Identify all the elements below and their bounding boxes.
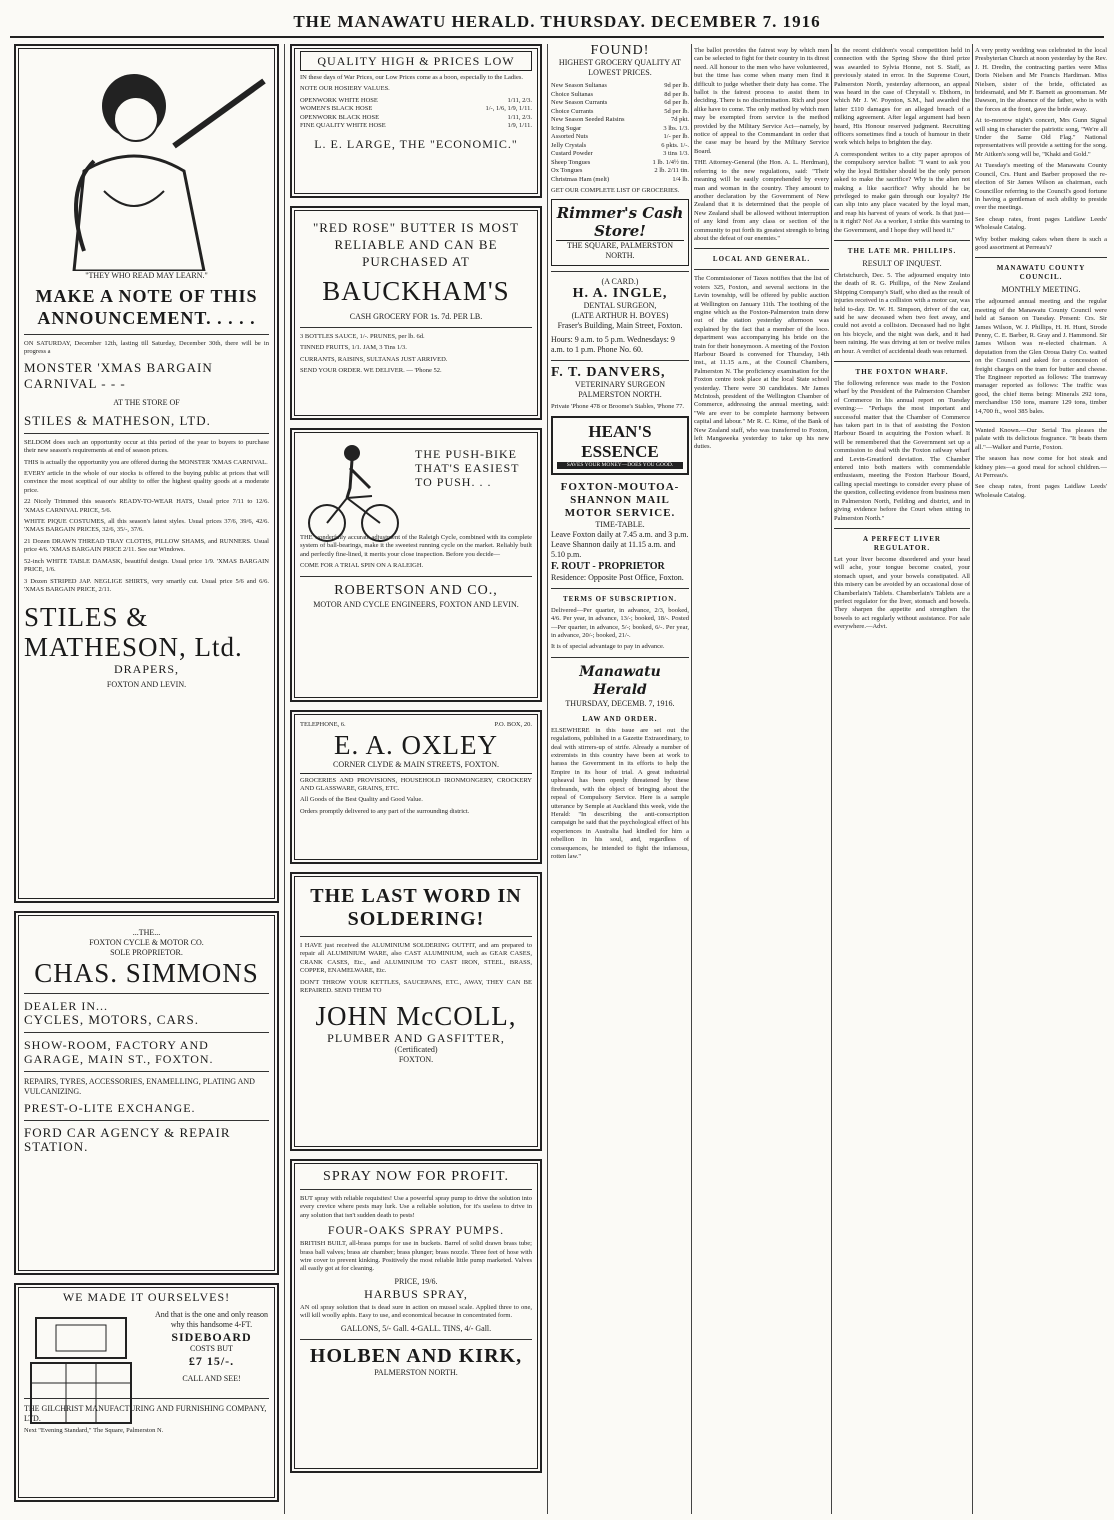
divider — [24, 1032, 269, 1033]
oxley-contact: TELEPHONE, 6. P.O. BOX, 20. — [300, 721, 532, 728]
column-6 — [975, 44, 1107, 503]
rimmers-name: Rimmer's Cash Store! — [556, 204, 684, 241]
store-name: STILES & MATHESON, LTD. — [24, 412, 211, 428]
masthead: THE MANAWATU HERALD. THURSDAY. DECEMBER 7. 1916 — [10, 8, 1104, 38]
harbus-price: GALLONS, 5/- Gall. 4-GALL. TINS, 4/- Gall. — [340, 1323, 492, 1333]
divider — [551, 271, 689, 272]
holben-ad — [290, 1159, 542, 1473]
liver-text: Let your liver become disordered and your head will ache, your tongue become coated, your stomach upset, and your bowels constipated. All this misery can be avoided by an occasional dose of Chamberlain's Tablets. Chamberlain's Tablets are a perfect regulator for the liver, stomach and bowels. They sharpen the appetite and strengthen the bowels to act regularly without assistance. For sale everywhere.—Advt. — [834, 555, 970, 631]
notice-caption: "THEY WHO READ MAY LEARN." — [85, 271, 208, 280]
bike-headline: THE PUSH-BIKE THAT'S EASIEST TO PUSH. . . — [415, 447, 520, 489]
hosiery-line: FINE QUALITY WHITE HOSE 1/9, 1/11. — [300, 122, 532, 130]
ingle-title: DENTAL SURGEON, — [583, 301, 657, 311]
mail-headline: FOXTON-MOUTOA-SHANNON MAIL MOTOR SERVICE. — [560, 480, 680, 519]
divider — [834, 528, 970, 529]
grocery-line: Ox Tongues 2 lb. 2/11 tin. — [551, 167, 689, 174]
phillips-headline: THE LATE MR. PHILLIPS. — [847, 246, 957, 255]
fouroaks-title: FOUR-OAKS SPRAY PUMPS. — [327, 1223, 505, 1238]
grocery-line: New Season Seeded Raisins 7d pkt. — [551, 116, 689, 123]
bauckham-line: 3 BOTTLES SAUCE, 1/-. PRUNES, per lb. 6d. — [300, 333, 425, 340]
sideboard-price: £7 15/-. — [188, 1354, 235, 1368]
drapers-name: STILES & MATHESON, Ltd. — [24, 602, 243, 663]
ford-agency: FORD CAR AGENCY & REPAIR STATION. — [24, 1125, 231, 1154]
column-4 — [694, 44, 829, 455]
robertson-name: ROBERTSON AND CO., — [334, 582, 498, 598]
bike-text: THE wonderfully accurate adjustment of the Raleigh Cycle, combined with its complete system of ball-bearings, make it the sweetest running cycle on the market. Reliably built and perfectly fine-lined, it merits your close inspection. Before you decide— — [300, 534, 532, 558]
column-1 — [14, 44, 279, 1510]
cycle-the: ...THE... — [132, 928, 161, 937]
hosiery-line: OPENWORK BLACK HOSE 1/11, 2/3. — [300, 113, 532, 121]
terms-headline: TERMS OF SUBSCRIPTION. — [562, 594, 678, 603]
oxley-orders: Orders promptly delivered to any part of the surrounding district. — [300, 807, 470, 815]
found-footer: GET OUR COMPLETE LIST OF GROCERIES. — [551, 187, 680, 194]
divider — [551, 360, 689, 361]
grocery-line: Sheep Tongues 1 lb. 1/4½ tin. — [551, 158, 689, 166]
sideboard-label: SIDEBOARD — [171, 1330, 252, 1344]
county-sub: MONTHLY MEETING. — [1001, 285, 1081, 295]
sale-item: 3 Dozen STRIPED JAP. NEGLIGE SHIRTS, very smartly cut. Usual price 5/6 and 6/6. 'XMAS BARGAIN PRICE, 2/11. — [24, 577, 269, 593]
found-sub: HIGHEST GROCERY QUALITY AT LOWEST PRICES. — [558, 58, 682, 77]
salmon-text: The season has now come for hot steak and kidney pies—a good meal for school children.—At Perreau's. — [975, 455, 1107, 480]
danvers-name: F. T. DANVERS, — [551, 365, 666, 381]
grocery-line: Assorted Nuts 1/- per lb. — [551, 133, 689, 140]
article-text: In the recent children's vocal competition held in connection with the Spring Show the third prize was awarded to Sylvia Honne, not S. Staff, as previously stated in error. In the Supreme Court, Palmerston North, yesterday afternoon, an appeal was heard in the case of Chrystall v. Ebthorn, in which Mr J. W. Poynton, S.M., had awarded the latter £110 damages for an alleged breach of a milking agreement. After legal argument had been heard, His Honour reserved judgment. Recruiting officers sometimes find a touch of humour in their work which helps to brighten the day. — [834, 47, 970, 147]
danvers-title: VETERINARY SURGEON — [574, 380, 666, 390]
drapers-label: DRAPERS, — [113, 662, 180, 677]
bauckham-sub: CASH GROCERY FOR 1s. 7d. PER LB. — [349, 312, 483, 321]
mail-leave: Leave Foxton daily at 7.45 a.m. and 3 p.m. — [551, 529, 689, 539]
article-text: THE Attorney-General (the Hon. A. L. Herdman), referring to the new regulations, said: "Their meaning will be easily comprehended by every man and woman in the country. They amount to another declaration by the Government of New Zealand that it is determined that the people of New Zealand shall be allowed without interruption of any kind from any class or section of the community to put forth its greatest strength to bring about the defeat of our enemies." — [694, 159, 829, 242]
dealer-label: DEALER IN... — [24, 999, 108, 1013]
ingle-hours: Hours: 9 a.m. to 5 p.m. Wednesdays: 9 a.m. to 1 p.m. Phone No. 60. — [551, 335, 675, 355]
danvers-phone: Private 'Phone 478 or Broome's Stables, 'Phone 77. — [551, 403, 684, 411]
column-rule — [547, 44, 548, 1514]
drapers-place: FOXTON AND LEVIN. — [106, 680, 187, 690]
harbus-text: AN oil spray solution that is dead sure in action on mussel scale. Applied three to one, will kill woolly aphis. Easy to use, and economical because in concentrated form. — [300, 1303, 532, 1320]
divider — [24, 433, 269, 434]
mccoll-place: FOXTON. — [398, 1055, 434, 1065]
divider — [975, 421, 1107, 422]
herald-date: THURSDAY, DECEMB. 7, 1916. — [565, 698, 675, 708]
divider — [551, 588, 689, 589]
hosiery-line: OPENWORK WHITE HOSE 1/11, 2/3. — [300, 96, 532, 104]
divider — [975, 257, 1107, 258]
grocery-line: Choice Sultanas 8d per lb. — [551, 90, 689, 98]
butter-headline: "RED ROSE" BUTTER IS MOST RELIABLE AND CAN BE PURCHASED AT — [312, 220, 520, 269]
council-text: At Tuesday's meeting of the Manawatu County Council, Crs. Hunt and Barber proposed the re-election of Sir James Wilson as chairman, each Councillor referring to the Council's good fortune in having a gentleman of such ability to preside over the meetings. — [975, 162, 1107, 212]
fouroaks-price: PRICE, 19/6. — [394, 1276, 438, 1286]
solder-text: DON'T THROW YOUR KETTLES, SAUCEPANS, ETC., AWAY, THEY CAN BE REPAIRED. SEND THEM TO — [300, 978, 532, 995]
bauckham-line: CURRANTS, RAISINS, SULTANAS JUST ARRIVED. — [300, 355, 448, 363]
grocery-list — [551, 82, 689, 184]
grocery-line: Jelly Crystals 6 pkts. 1/-. — [551, 141, 689, 149]
oxley-goods: GROCERIES AND PROVISIONS, HOUSEHOLD IRONMONGERY, CROCKERY AND GLASSWARE, GRAINS, ETC. — [300, 776, 532, 792]
ingle-late: (LATE ARTHUR H. BOYES) — [571, 311, 669, 321]
wharf-text: The following reference was made to the Foxton wharf by the President of the Palmerston Chamber of Commerce in his annual report on Tuesday evening:— "Perhaps the most important and successful matter that the Chamber of Commerce has taken part in is that of assisting the Foxton Harbour Board in acquiring the Foxton wharf. It will be remembered that the Government set up a commission to deal with the Foxton railway wharf and Levin-Greatford deviation. The Chamber entered into both matters with commendable enthusiasm, meeting the Foxton Harbour Board, calling special meetings to consider every phase of the question, collecting evidence from business men in Palmerston North, Feilding and district, and in giving evidence before the Court when sitting in Palmerston North." — [834, 380, 970, 522]
cycle-company: FOXTON CYCLE & MOTOR CO. — [89, 938, 204, 947]
made-headline: WE MADE IT OURSELVES! — [62, 1290, 231, 1304]
column-rule — [691, 44, 692, 1514]
gilchrist-ad — [14, 1283, 279, 1502]
rout-proprietor: F. ROUT - PROPRIETOR — [551, 560, 665, 572]
sideboard-illustration — [26, 1313, 136, 1433]
oxley-quality: All Goods of the Best Quality and Good Value. — [300, 796, 423, 804]
divider — [300, 1339, 532, 1340]
divider — [24, 1071, 269, 1072]
cyclist-illustration — [302, 438, 402, 548]
oxley-ad — [290, 710, 542, 864]
found-headline: FOUND! — [590, 44, 650, 58]
article-text: A correspondent writes to a city paper apropos of the compulsory service ballot: "I want to ask you why the loyal Britisher should be the only person asked to make the sacrifice? Why is the alien not making a like sacrifice? Why should he be privileged to make gain through our loyalty? He can slip into any place vacated by the loyal man, and reap his harvest of years of work. Is that just—is it right? No! As a worker, I strike this warning to the Government, and I hope they will heed it." — [834, 150, 970, 234]
local-text: The Commissioner of Taxes notifies that the list of voters 325, Foxton, and several sections in the Levin township, will be offered by public auction at Wellington on January 11th. The toothing of the engine which as the Foxton-Palmerston train drew out of the station yesterday afternoon was explained by the fact that a member of the loco. department was accompanying his bride on the train for their honeymoon. A meeting of the Foxton Harbour Board is convened for Thursday, 14th inst., at 11.15 a.m., at the Council Chambers, Palmerston N. The proficiency examination for the Foxton centre took place at the local State school yesterday. There were 30 candidates. Mr James McIntosh, president of the Wellington Chamber of Commerce, addressing the annual meeting, said: "We are ever to be complete harmony between capital and labour." Mr R. C. Kime, of the Bank of New Zealand staff, who was transferred to Foxton, left Mangaweka yesterday to take up his new duties. — [694, 275, 829, 451]
divider — [834, 240, 970, 241]
fouroaks-text: BRITISH BUILT, all-brass pumps for use in buckets. Barrel of solid drawn brass tube; brass ball valves; brass air chamber; brass plunger; brass nozzle. Three feet of hose with wire cover to prevent kinking. Positively the most reliable little pump marketed. Valves all easily got at for cleaning. — [300, 1240, 532, 1273]
sale-item: WHITE PIQUE COSTUMES, all this season's latest styles. Usual prices 37/6, 39/6, 42/6. 'XMAS BARGAIN PRICES, 32/6, 35/-, 37/6. — [24, 518, 269, 534]
county-headline: MANAWATU COUNTY COUNCIL. — [996, 264, 1086, 282]
holben-place: PALMERSTON NORTH. — [374, 1367, 458, 1377]
article-text: The ballot provides the fairest way by which men can be selected to fight for their country in its direst need. All honour to the men who have volunteered, but the time has come when many men find it difficult to judge whether their duty has come. The ballot is the fairest process to assist them in deciding. There is no discrimination. Rich and poor alike have to come. The only method by which men may be exempted from service is the method provided by the Military Service Act—namely, by notice of appeal to the Commandant in order that the case may be heard by the Military Service Board. — [694, 47, 829, 155]
gilchrist-name: THE GILCHRIST MANUFACTURING AND FURNISHING COMPANY, LTD. — [24, 1404, 267, 1423]
rimmers-address: THE SQUARE, PALMERSTON NORTH. — [556, 240, 684, 261]
raleigh-ad — [290, 428, 542, 702]
column-rule — [972, 44, 973, 1514]
robertson-sub: MOTOR AND CYCLE ENGINEERS, FOXTON AND LEVIN. — [313, 599, 519, 609]
mccoll-trade: PLUMBER AND GASFITTER, — [327, 1031, 505, 1046]
bike-trial: COME FOR A TRIAL SPIN ON A RALEIGH. — [300, 562, 424, 570]
made-text: And that is the one and only reason why this handsome 4-FT. — [154, 1310, 269, 1329]
notice-ad: See cheap rates, front pages Laidlaw Leeds' Wholesale Catalog. — [975, 483, 1107, 499]
call-label: CALL AND SEE! — [182, 1374, 241, 1383]
hosiery-note: NOTE OUR HOSIERY VALUES. — [300, 85, 390, 93]
local-headline: LOCAL AND GENERAL. — [712, 255, 811, 264]
harbus-title: HARBUS SPRAY, — [364, 1286, 468, 1301]
costs-label: COSTS BUT — [190, 1344, 233, 1353]
simmons-name: CHAS. SIMMONS — [34, 958, 259, 988]
grocery-line: Icing Sugar 3 lbs. 1/3. — [551, 124, 689, 132]
bauckham-ad — [290, 206, 542, 420]
rout-residence: Residence: Opposite Post Office, Foxton. — [551, 572, 684, 582]
sale-item: 52-inch WHITE TABLE DAMASK, beautiful design. Usual price 1/9. 'XMAS BARGAIN PRICE, 1/6. — [24, 557, 269, 574]
sale-item: 22 Nicely Trimmed this season's READY-TO-WEAR HATS, Usual price 7/11 to 12/6. 'XMAS CARNIVAL PRICE, 5/6. — [24, 498, 269, 514]
column-2 — [290, 44, 542, 1481]
prestolite-text: PREST-O-LITE EXCHANGE. — [24, 1101, 196, 1115]
divider — [834, 361, 970, 362]
bauckham-line: SEND YOUR ORDER. WE DELIVER. — 'Phone 52. — [300, 367, 442, 375]
simmons-ad — [14, 911, 279, 1275]
divider — [24, 993, 269, 994]
quality-headline: QUALITY HIGH & PRICES LOW — [300, 51, 532, 71]
danvers-place: PALMERSTON NORTH. — [578, 390, 662, 400]
divider — [551, 657, 689, 658]
law-text: ELSEWHERE in this issue are set out the regulations, published in a Gazette Extraordinary, to deal with stirrers-up of strife. Already a number of extremists in this country have been at work to harass the Government in its efforts to help the Empire in its hour of trial. A great industrial upheaval has been openly threatened by these firebrands, with the object of bringing about the repeal of Compulsory Service. Here is a sample utterance by Semple at Auckland this week, vide the Herald: "In describing the anti-conscription campaign he said that the psychological effect of his experiences in Australia had kindled for him a rebellion in his soul, and, regardless of consequences, he intended to fight the infamous, rotten law." — [551, 726, 689, 860]
carnival-title: MONSTER 'XMAS BARGAIN CARNIVAL - - - — [24, 359, 213, 391]
oxley-name: E. A. OXLEY — [334, 729, 498, 760]
sale-item: 21 Dozen DRAWN THREAD TRAY CLOTHS, PILLOW SHAMS, and RUNNERS. Usual price 4/6. 'XMAS BARGAIN PRICE 2/11. See our Windows. — [24, 537, 269, 554]
notice-ad: See cheap rates, front pages Laidlaw Leeds' Wholesale Catalog. — [975, 215, 1107, 232]
phillips-sub: RESULT OF INQUEST. — [862, 258, 942, 268]
dealer-goods: CYCLES, MOTORS, CARS. — [24, 1012, 199, 1027]
mccoll-name: JOHN McCOLL, — [315, 1001, 517, 1032]
ingle-name: H. A. INGLE, — [572, 286, 668, 302]
spray-text: BUT spray with reliable requisites! Use a powerful spray pump to drive the solution into every crevice where pests may lurk. Use a reliable solution, for it's useless to drive in any solution that isn't sudden death to pests! — [300, 1195, 532, 1219]
wharf-headline: THE FOXTON WHARF. — [855, 368, 949, 376]
quality-text: IN these days of War Prices, our Low Prices come as a boon, especially to the Ladies. — [300, 74, 523, 81]
spray-headline: SPRAY NOW FOR PROFIT. — [323, 1169, 509, 1184]
ingle-address: Fraser's Building, Main Street, Foxton. — [557, 321, 683, 331]
solder-headline: THE LAST WORD IN SOLDERING! — [310, 885, 522, 930]
heans-name: HEAN'S ESSENCE — [581, 421, 659, 461]
column-rule — [284, 44, 285, 1514]
hosiery-line: WOMEN'S BLACK HOSE 1/-, 1/6, 1/9, 1/11. — [300, 105, 532, 113]
large-name: L. E. LARGE, THE "ECONOMIC." — [314, 136, 518, 151]
proprietor-label: SOLE PROPRIETOR. — [110, 948, 183, 957]
oxley-address: CORNER CLYDE & MAIN STREETS, FOXTON. — [300, 760, 532, 774]
mail-leave: Leave Shannon daily at 11.15 a.m. and 5.10 p.m. — [551, 539, 676, 559]
mccoll-cert: (Certificated) — [394, 1045, 438, 1055]
divider — [694, 269, 829, 270]
herald-title: Manawatu Herald — [579, 663, 661, 698]
grocery-line: New Season Currants 6d per lb. — [551, 99, 689, 106]
concert-text: At to-morrow night's concert, Mrs Gunn Signal will sing in character the patriotic song, "We're all Under the Same Old Flag." National representatives will provide a setting for the song. Mr Aitken's song will be, "Khaki and Gold." — [975, 117, 1107, 158]
wanted-text: Wanted Known.—Our Serial Tea pleases the palate with its delicious fragrance. "It beats them all."—Walker and Furrie, Foxton. — [975, 427, 1107, 451]
divider — [24, 334, 269, 335]
gilchrist-address: Next "Evening Standard," The Square, Palmerston N. — [24, 1427, 164, 1434]
grocery-line: Custard Powder 3 tins 1/3. — [551, 150, 689, 157]
sale-paragraph: EVERY article in the whole of our stocks is offered to the buying public at prices that will convince the most sceptical of our ability to offer the highest quality goods at a moderate price. — [24, 470, 269, 494]
grocery-line: Choice Currants 5d per lb. — [551, 107, 689, 115]
notice-headline: MAKE A NOTE OF THIS ANNOUNCEMENT. . . . . — [35, 286, 258, 328]
divider — [300, 936, 532, 937]
showroom-text: SHOW-ROOM, FACTORY AND GARAGE, MAIN ST., FOXTON. — [24, 1038, 214, 1066]
holben-name: HOLBEN AND KIRK, — [309, 1344, 523, 1367]
phillips-text: Christchurch, Dec. 5. The adjourned enquiry into the death of R. G. Phillips, of the New Zealand Shipping Company's Staff, who died as the result of injuries received in a collision with a motor car, was held to-day. Dr. W. H. Simpson, driver of the car, said he saw deceased when two feet away, and could not avoid a collision. Deceased had no light on his bicycle, and the night was dark, and it had been raining. He was driving at ten or twelve miles an hour. A verdict of accidental death was returned. — [834, 271, 970, 355]
terms-text: Delivered—Per quarter, in advance, 2/3, booked, 4/6. Per year, in advance, 13/-; booked, 18/-. Posted—Per quarter, in advance, 5/-; booked, 6/-. Per year, in advance, 20/-; booked, 21/-. — [551, 606, 689, 640]
grocery-line: New Season Sultanas 9d per lb. — [551, 82, 689, 89]
sale-intro: ON SATURDAY, December 12th, lasting till Saturday, December 30th, there will be in progress a — [24, 340, 269, 356]
heans-ad — [551, 416, 689, 475]
sale-paragraph: SELDOM does such an opportunity occur at this period of the year to buyers to purchase their new season's requirements at end of season prices. — [24, 438, 269, 455]
liver-headline: A PERFECT LIVER REGULATOR. — [863, 534, 941, 552]
mccoll-ad — [290, 872, 542, 1151]
wedding-text: A very pretty wedding was celebrated in the local Presbyterian Church at noon yesterday by the Rev. J. H. Dredin, the contracting parties were Miss Doris Nielsen and Mr Francis Hardiman. Miss Nielsen, sister of the bride, officiated as bridesmaid, and Mr F. Barnett as groomsman. Mr Dawson, in the absence of the father, who is with the forces at the front, gave the bride away. — [975, 47, 1107, 113]
solder-text: I HAVE just received the ALUMINIUM SOLDERING OUTFIT, and am prepared to repair all ALUMINIUM WARE, also CAST ALUMINIUM, such as GEAR CASES, CRANK CASES, Etc., and ALUMINIUM TO CAST IRON, STEEL, BRASS, COPPER, ENAMELWARE, Etc. — [300, 942, 532, 975]
divider — [24, 1120, 269, 1121]
large-ad — [290, 44, 542, 198]
county-text: The adjourned annual meeting and the regular meeting of the Manawatu County Council were held at Sanson on Tuesday. Present: Crs. Sir James Wilson, W. J. Phillips, H. H. Hunt, Strode Penny, C. E. Barber, R. Gray and J. Hammond. Sir James Wilson was re-elected chairman. A deputation from the Glen Oroua Dairy Co. waited on the Council and asked for a concession of freight charges on the tram for butter and cheese. The Engineer reported as follows: The tramway manager reported as follows: The traffic was good, the chief items being: Minerals 292 tons, merchandise 150 tons, manure 129 tons, timber 14,700 ft., wool 385 bales. — [975, 298, 1107, 415]
timetable-label: TIME-TABLE. — [595, 519, 645, 529]
column-rule — [831, 44, 832, 1514]
rimmers-ad — [551, 199, 689, 266]
column-5 — [834, 44, 970, 635]
divider — [694, 248, 829, 249]
at-store-label: AT THE STORE OF — [113, 397, 180, 407]
grocery-line: Christmas Ham (melt) 1/4 lb. — [551, 175, 689, 183]
column-3 — [551, 44, 689, 864]
divider — [300, 576, 532, 577]
divider — [300, 1189, 532, 1190]
stiles-matheson-ad — [14, 44, 279, 903]
repairs-text: REPAIRS, TYRES, ACCESSORIES, ENAMELLING, PLATING AND VULCANIZING. — [24, 1077, 255, 1096]
notice-ad: Why bother making cakes when there is such a good assortment at Perreau's? — [975, 235, 1107, 251]
law-headline: LAW AND ORDER. — [582, 714, 658, 723]
terms-note: It is of special advantage to pay in advance. — [551, 643, 665, 651]
bauckham-line: TINNED FRUITS, 1/1. JAM, 3 Tins 1/3. — [300, 344, 407, 352]
sale-paragraph: THIS is actually the opportunity you are offered during the MONSTER 'XMAS CARNIVAL. — [24, 458, 268, 466]
card-label: (A CARD.) — [601, 277, 639, 287]
heans-tagline: SAVES YOUR MONEY—DOES YOU GOOD. — [557, 462, 683, 469]
bauckham-name: BAUCKHAM'S — [322, 276, 510, 306]
divider — [300, 327, 532, 328]
pointing-woman-illustration — [24, 51, 269, 271]
